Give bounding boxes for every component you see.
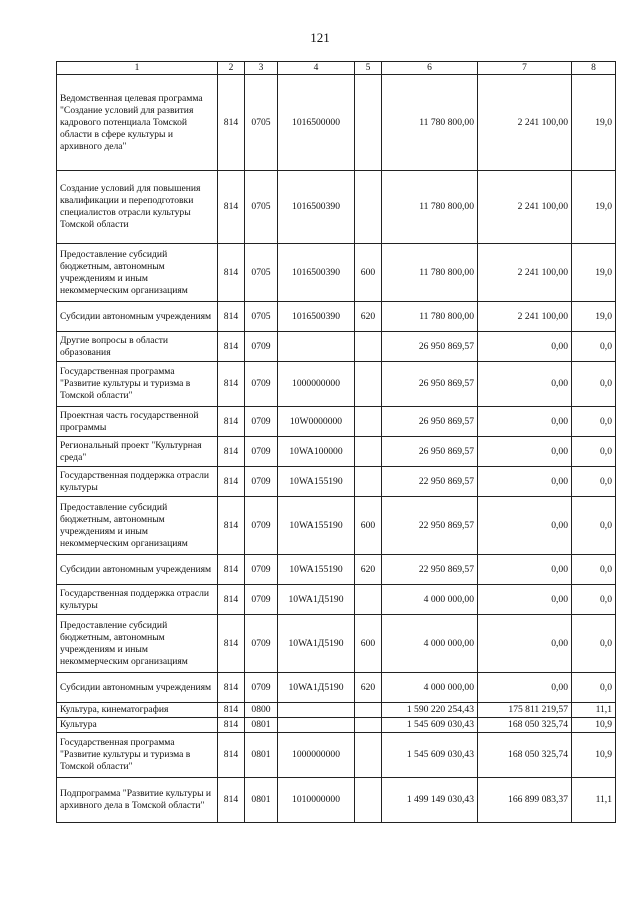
row-execution-percent: 10,9 xyxy=(572,733,616,778)
table-row xyxy=(57,407,616,437)
row-section-code: 0705 xyxy=(245,171,278,244)
column-header: 4 xyxy=(278,62,355,75)
row-target-article: 10W0000000 xyxy=(278,407,355,437)
row-execution-percent: 0,0 xyxy=(572,585,616,615)
row-ved-code: 814 xyxy=(218,718,245,733)
row-plan-amount: 11 780 800,00 xyxy=(382,75,478,171)
row-plan-amount: 1 590 220 254,43 xyxy=(382,703,478,718)
row-actual-amount: 0,00 xyxy=(478,673,572,703)
row-execution-percent: 0,0 xyxy=(572,615,616,673)
row-ved-code: 814 xyxy=(218,585,245,615)
row-target-article xyxy=(278,703,355,718)
row-expense-type xyxy=(355,778,382,823)
row-name: Ведомственная целевая программа "Создание условий для развития кадрового потенциала Томской области в сфере культуры и архивного дела" xyxy=(57,75,218,171)
row-plan-amount: 22 950 869,57 xyxy=(382,497,478,555)
row-execution-percent: 19,0 xyxy=(572,75,616,171)
row-expense-type xyxy=(355,75,382,171)
row-section-code: 0709 xyxy=(245,497,278,555)
row-execution-percent: 0,0 xyxy=(572,467,616,497)
row-execution-percent: 11,1 xyxy=(572,778,616,823)
row-expense-type xyxy=(355,332,382,362)
row-actual-amount: 168 050 325,74 xyxy=(478,733,572,778)
row-name: Государственная программа "Развитие культуры и туризма в Томской области" xyxy=(57,733,218,778)
row-ved-code: 814 xyxy=(218,673,245,703)
row-target-article: 1016500000 xyxy=(278,75,355,171)
row-name: Предоставление субсидий бюджетным, автономным учреждениям и иным некоммерческим организациям xyxy=(57,615,218,673)
row-plan-amount: 11 780 800,00 xyxy=(382,302,478,332)
row-name: Субсидии автономным учреждениям xyxy=(57,302,218,332)
row-target-article: 10WA100000 xyxy=(278,437,355,467)
row-ved-code: 814 xyxy=(218,302,245,332)
row-plan-amount: 11 780 800,00 xyxy=(382,244,478,302)
row-actual-amount: 0,00 xyxy=(478,467,572,497)
row-section-code: 0705 xyxy=(245,244,278,302)
row-expense-type xyxy=(355,718,382,733)
row-ved-code: 814 xyxy=(218,171,245,244)
column-header: 2 xyxy=(218,62,245,75)
row-actual-amount: 166 899 083,37 xyxy=(478,778,572,823)
table-header-row xyxy=(57,62,616,75)
row-section-code: 0709 xyxy=(245,362,278,407)
row-expense-type: 620 xyxy=(355,673,382,703)
row-section-code: 0709 xyxy=(245,585,278,615)
column-header: 7 xyxy=(478,62,572,75)
row-ved-code: 814 xyxy=(218,467,245,497)
row-expense-type: 620 xyxy=(355,555,382,585)
row-expense-type: 600 xyxy=(355,615,382,673)
table-row xyxy=(57,302,616,332)
row-execution-percent: 0,0 xyxy=(572,497,616,555)
row-target-article: 1010000000 xyxy=(278,778,355,823)
row-name: Культура xyxy=(57,718,218,733)
row-actual-amount: 2 241 100,00 xyxy=(478,75,572,171)
row-expense-type xyxy=(355,407,382,437)
table-row xyxy=(57,362,616,407)
row-name: Создание условий для повышения квалификации и переподготовки специалистов отрасли культуры Томской области xyxy=(57,171,218,244)
row-execution-percent: 0,0 xyxy=(572,437,616,467)
row-target-article xyxy=(278,718,355,733)
row-actual-amount: 2 241 100,00 xyxy=(478,244,572,302)
row-name: Подпрограмма "Развитие культуры и архивного дела в Томской области" xyxy=(57,778,218,823)
row-name: Культура, кинематография xyxy=(57,703,218,718)
row-actual-amount: 168 050 325,74 xyxy=(478,718,572,733)
row-actual-amount: 0,00 xyxy=(478,555,572,585)
row-section-code: 0709 xyxy=(245,555,278,585)
row-plan-amount: 26 950 869,57 xyxy=(382,332,478,362)
table-row xyxy=(57,703,616,718)
table-row xyxy=(57,437,616,467)
row-target-article: 10WA1Д5190 xyxy=(278,615,355,673)
table-row xyxy=(57,733,616,778)
row-actual-amount: 0,00 xyxy=(478,362,572,407)
row-target-article: 1016500390 xyxy=(278,302,355,332)
table-row xyxy=(57,555,616,585)
row-name: Предоставление субсидий бюджетным, автономным учреждениям и иным некоммерческим организациям xyxy=(57,244,218,302)
row-expense-type xyxy=(355,437,382,467)
row-ved-code: 814 xyxy=(218,332,245,362)
row-execution-percent: 0,0 xyxy=(572,362,616,407)
row-plan-amount: 11 780 800,00 xyxy=(382,171,478,244)
row-target-article xyxy=(278,332,355,362)
row-plan-amount: 22 950 869,57 xyxy=(382,555,478,585)
row-plan-amount: 26 950 869,57 xyxy=(382,407,478,437)
row-ved-code: 814 xyxy=(218,778,245,823)
row-ved-code: 814 xyxy=(218,555,245,585)
row-plan-amount: 1 499 149 030,43 xyxy=(382,778,478,823)
table-row xyxy=(57,497,616,555)
row-name: Другие вопросы в области образования xyxy=(57,332,218,362)
column-header: 5 xyxy=(355,62,382,75)
column-header: 1 xyxy=(57,62,218,75)
row-section-code: 0709 xyxy=(245,332,278,362)
row-actual-amount: 0,00 xyxy=(478,497,572,555)
table-row xyxy=(57,244,616,302)
row-ved-code: 814 xyxy=(218,733,245,778)
row-execution-percent: 19,0 xyxy=(572,302,616,332)
row-plan-amount: 4 000 000,00 xyxy=(382,615,478,673)
row-ved-code: 814 xyxy=(218,615,245,673)
row-execution-percent: 19,0 xyxy=(572,244,616,302)
row-execution-percent: 11,1 xyxy=(572,703,616,718)
row-plan-amount: 26 950 869,57 xyxy=(382,437,478,467)
column-header: 6 xyxy=(382,62,478,75)
row-target-article: 10WA155190 xyxy=(278,497,355,555)
table-row xyxy=(57,585,616,615)
row-target-article: 10WA1Д5190 xyxy=(278,585,355,615)
row-ved-code: 814 xyxy=(218,703,245,718)
row-section-code: 0709 xyxy=(245,615,278,673)
row-section-code: 0801 xyxy=(245,718,278,733)
row-plan-amount: 1 545 609 030,43 xyxy=(382,718,478,733)
row-section-code: 0709 xyxy=(245,407,278,437)
column-header: 3 xyxy=(245,62,278,75)
row-plan-amount: 4 000 000,00 xyxy=(382,673,478,703)
row-expense-type xyxy=(355,171,382,244)
row-expense-type xyxy=(355,362,382,407)
row-target-article: 10WA155190 xyxy=(278,467,355,497)
row-target-article: 1016500390 xyxy=(278,244,355,302)
row-target-article: 10WA1Д5190 xyxy=(278,673,355,703)
row-execution-percent: 0,0 xyxy=(572,673,616,703)
row-section-code: 0709 xyxy=(245,437,278,467)
column-header: 8 xyxy=(572,62,616,75)
row-name: Государственная программа "Развитие культуры и туризма в Томской области" xyxy=(57,362,218,407)
row-target-article: 10WA155190 xyxy=(278,555,355,585)
row-expense-type: 620 xyxy=(355,302,382,332)
row-section-code: 0705 xyxy=(245,302,278,332)
row-expense-type xyxy=(355,467,382,497)
row-section-code: 0800 xyxy=(245,703,278,718)
row-ved-code: 814 xyxy=(218,497,245,555)
row-name: Государственная поддержка отрасли культуры xyxy=(57,585,218,615)
row-name: Субсидии автономным учреждениям xyxy=(57,555,218,585)
table-row xyxy=(57,778,616,823)
row-plan-amount: 1 545 609 030,43 xyxy=(382,733,478,778)
row-actual-amount: 0,00 xyxy=(478,615,572,673)
row-execution-percent: 10,9 xyxy=(572,718,616,733)
table-row xyxy=(57,171,616,244)
row-expense-type xyxy=(355,733,382,778)
row-actual-amount: 2 241 100,00 xyxy=(478,302,572,332)
row-actual-amount: 0,00 xyxy=(478,332,572,362)
table-row xyxy=(57,332,616,362)
row-ved-code: 814 xyxy=(218,407,245,437)
table-row xyxy=(57,673,616,703)
row-name: Субсидии автономным учреждениям xyxy=(57,673,218,703)
row-expense-type xyxy=(355,585,382,615)
row-section-code: 0705 xyxy=(245,75,278,171)
row-target-article: 1016500390 xyxy=(278,171,355,244)
row-actual-amount: 0,00 xyxy=(478,585,572,615)
row-expense-type: 600 xyxy=(355,497,382,555)
row-expense-type: 600 xyxy=(355,244,382,302)
row-actual-amount: 0,00 xyxy=(478,437,572,467)
row-ved-code: 814 xyxy=(218,362,245,407)
page-number: 121 xyxy=(310,30,330,45)
row-execution-percent: 19,0 xyxy=(572,171,616,244)
row-section-code: 0709 xyxy=(245,673,278,703)
row-ved-code: 814 xyxy=(218,75,245,171)
row-ved-code: 814 xyxy=(218,244,245,302)
row-execution-percent: 0,0 xyxy=(572,407,616,437)
row-plan-amount: 4 000 000,00 xyxy=(382,585,478,615)
row-expense-type xyxy=(355,703,382,718)
table-row xyxy=(57,467,616,497)
row-section-code: 0801 xyxy=(245,733,278,778)
row-name: Предоставление субсидий бюджетным, автономным учреждениям и иным некоммерческим организациям xyxy=(57,497,218,555)
row-actual-amount: 0,00 xyxy=(478,407,572,437)
table-row xyxy=(57,75,616,171)
row-execution-percent: 0,0 xyxy=(572,332,616,362)
row-section-code: 0709 xyxy=(245,467,278,497)
table-row xyxy=(57,615,616,673)
row-actual-amount: 175 811 219,57 xyxy=(478,703,572,718)
row-target-article: 1000000000 xyxy=(278,733,355,778)
row-ved-code: 814 xyxy=(218,437,245,467)
row-plan-amount: 26 950 869,57 xyxy=(382,362,478,407)
row-name: Региональный проект "Культурная среда" xyxy=(57,437,218,467)
row-section-code: 0801 xyxy=(245,778,278,823)
row-plan-amount: 22 950 869,57 xyxy=(382,467,478,497)
row-target-article: 1000000000 xyxy=(278,362,355,407)
budget-table xyxy=(56,61,616,823)
row-name: Проектная часть государственной программы xyxy=(57,407,218,437)
row-execution-percent: 0,0 xyxy=(572,555,616,585)
table-row xyxy=(57,718,616,733)
row-actual-amount: 2 241 100,00 xyxy=(478,171,572,244)
row-name: Государственная поддержка отрасли культуры xyxy=(57,467,218,497)
